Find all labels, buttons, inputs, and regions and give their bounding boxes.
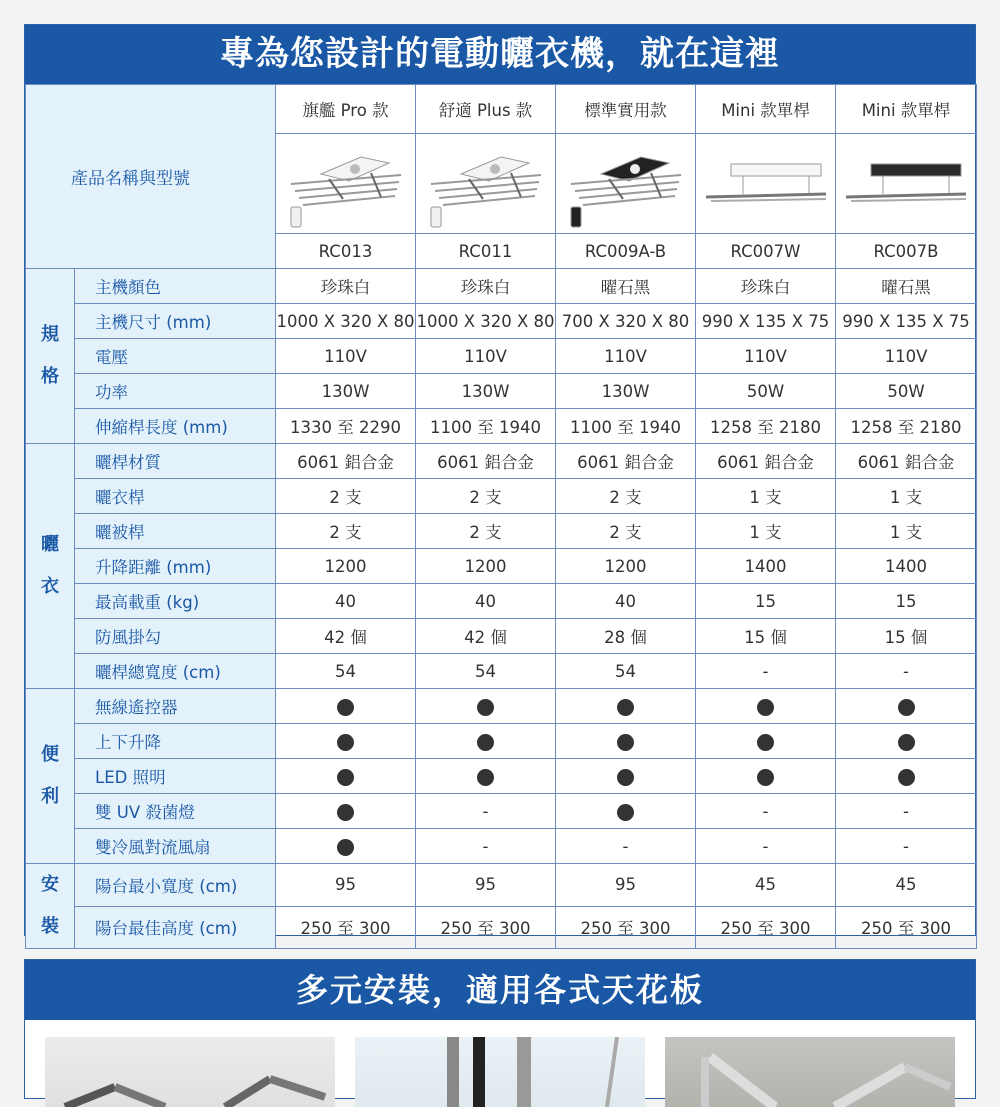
spec-value [696, 689, 836, 724]
spec-value [276, 759, 416, 794]
spec-value [276, 829, 416, 864]
spec-value: 990 X 135 X 75 [696, 304, 836, 339]
spec-label: 陽台最小寬度 (cm) [75, 864, 276, 907]
spec-value [836, 689, 977, 724]
white-dryer-with-remote-image [421, 139, 551, 229]
category-char: 格 [41, 366, 59, 387]
spec-row [26, 759, 977, 794]
category-char: 曬 [41, 534, 59, 555]
spec-row [26, 304, 977, 339]
spec-value: 1330 至 2290 [276, 409, 416, 444]
spec-value: 6061 鋁合金 [836, 444, 977, 479]
spec-value [836, 759, 977, 794]
spec-value [836, 724, 977, 759]
category-label [26, 864, 75, 949]
spec-value: 15 [836, 584, 977, 619]
spec-value: - [696, 829, 836, 864]
spec-value: 15 個 [696, 619, 836, 654]
spec-value [276, 689, 416, 724]
spec-value: 250 至 300 [276, 906, 416, 949]
spec-value: 990 X 135 X 75 [836, 304, 977, 339]
spec-value: 130W [556, 374, 696, 409]
spec-value: 40 [276, 584, 416, 619]
white-single-bar-dryer-image [701, 139, 831, 229]
spec-row [26, 584, 977, 619]
product-name-label: 產品名稱與型號 [26, 85, 276, 269]
spec-row [26, 479, 977, 514]
spec-row [26, 829, 977, 864]
feature-dot-icon [617, 734, 634, 751]
category-char: 規 [41, 324, 59, 345]
spec-value: 110V [276, 339, 416, 374]
spec-value: - [696, 654, 836, 689]
spec-row [26, 409, 977, 444]
ceiling-install-photo-3 [665, 1037, 955, 1107]
spec-row [26, 514, 977, 549]
feature-dot-icon [337, 699, 354, 716]
spec-value: 15 [696, 584, 836, 619]
spec-label: 陽台最佳高度 (cm) [75, 906, 276, 949]
spec-value: 250 至 300 [836, 906, 977, 949]
feature-dot-icon [757, 699, 774, 716]
product-name: Mini 款單桿 [696, 85, 836, 134]
product-name-row [26, 85, 977, 134]
feature-dot-icon [477, 734, 494, 751]
spec-value: 珍珠白 [416, 269, 556, 304]
spec-value: 42 個 [416, 619, 556, 654]
spec-value: - [416, 794, 556, 829]
spec-label: 主機尺寸 (mm) [75, 304, 276, 339]
product-model: RC007B [836, 234, 977, 269]
spec-value: 1 支 [836, 514, 977, 549]
spec-value: - [696, 794, 836, 829]
category-char: 便 [41, 744, 59, 765]
feature-dot-icon [617, 804, 634, 821]
spec-value: 6061 鋁合金 [696, 444, 836, 479]
spec-value: - [836, 794, 977, 829]
spec-value: 1000 X 320 X 80 [416, 304, 556, 339]
feature-dot-icon [337, 734, 354, 751]
spec-value: 250 至 300 [556, 906, 696, 949]
spec-value: 1100 至 1940 [416, 409, 556, 444]
spec-value [416, 724, 556, 759]
spec-value: 40 [416, 584, 556, 619]
category-label [26, 689, 75, 864]
spec-value: 1000 X 320 X 80 [276, 304, 416, 339]
install-title: 多元安裝，適用各式天花板 [25, 960, 975, 1020]
spec-row [26, 444, 977, 479]
spec-value: 50W [696, 374, 836, 409]
product-name: 旗艦 Pro 款 [276, 85, 416, 134]
feature-dot-icon [617, 699, 634, 716]
spec-value: 250 至 300 [416, 906, 556, 949]
feature-dot-icon [757, 734, 774, 751]
spec-value: 2 支 [416, 514, 556, 549]
spec-row [26, 619, 977, 654]
spec-value: 1258 至 2180 [696, 409, 836, 444]
spec-value: 1 支 [696, 514, 836, 549]
spec-value: - [556, 829, 696, 864]
spec-value: 110V [696, 339, 836, 374]
product-model: RC009A-B [556, 234, 696, 269]
feature-dot-icon [337, 804, 354, 821]
feature-dot-icon [898, 699, 915, 716]
spec-value: 1200 [556, 549, 696, 584]
spec-label: 上下升降 [75, 724, 276, 759]
spec-label: 無線遙控器 [75, 689, 276, 724]
spec-value: 1400 [696, 549, 836, 584]
feature-dot-icon [477, 769, 494, 786]
spec-row [26, 549, 977, 584]
spec-label: LED 照明 [75, 759, 276, 794]
spec-value: 95 [276, 864, 416, 907]
spec-value: 110V [836, 339, 977, 374]
feature-dot-icon [337, 839, 354, 856]
spec-value [556, 794, 696, 829]
spec-value: 6061 鋁合金 [276, 444, 416, 479]
spec-value: 2 支 [276, 514, 416, 549]
spec-value: 54 [276, 654, 416, 689]
spec-value: 曜石黑 [556, 269, 696, 304]
spec-value [416, 759, 556, 794]
product-name: 舒適 Plus 款 [416, 85, 556, 134]
spec-label: 雙 UV 殺菌燈 [75, 794, 276, 829]
product-name: Mini 款單桿 [836, 85, 977, 134]
spec-value: 1200 [276, 549, 416, 584]
spec-value: 1 支 [836, 479, 977, 514]
feature-dot-icon [757, 769, 774, 786]
spec-row [26, 689, 977, 724]
spec-label: 曬被桿 [75, 514, 276, 549]
spec-value: 130W [416, 374, 556, 409]
spec-row [26, 339, 977, 374]
spec-value: 1 支 [696, 479, 836, 514]
spec-value: 42 個 [276, 619, 416, 654]
spec-value: 珍珠白 [696, 269, 836, 304]
spec-row [26, 374, 977, 409]
spec-value: 2 支 [556, 514, 696, 549]
spec-value: 1400 [836, 549, 977, 584]
category-label [26, 444, 75, 689]
spec-value: 54 [556, 654, 696, 689]
spec-label: 升降距離 (mm) [75, 549, 276, 584]
spec-value: 40 [556, 584, 696, 619]
spec-value: - [836, 654, 977, 689]
white-dryer-with-remote-image [281, 139, 411, 229]
spec-value: 110V [556, 339, 696, 374]
spec-value: 1258 至 2180 [836, 409, 977, 444]
spec-label: 曬桿材質 [75, 444, 276, 479]
spec-value: 曜石黑 [836, 269, 977, 304]
spec-label: 伸縮桿長度 (mm) [75, 409, 276, 444]
product-name: 標準實用款 [556, 85, 696, 134]
product-model: RC007W [696, 234, 836, 269]
spec-value: 2 支 [276, 479, 416, 514]
category-char: 裝 [41, 916, 59, 937]
feature-dot-icon [617, 769, 634, 786]
spec-value [556, 689, 696, 724]
spec-value: 2 支 [416, 479, 556, 514]
spec-label: 電壓 [75, 339, 276, 374]
spec-value: 250 至 300 [696, 906, 836, 949]
spec-row [26, 864, 977, 907]
spec-value [696, 759, 836, 794]
product-model: RC013 [276, 234, 416, 269]
spec-value [696, 724, 836, 759]
spec-value [416, 689, 556, 724]
spec-value [556, 759, 696, 794]
spec-value [276, 724, 416, 759]
spec-value [556, 724, 696, 759]
spec-row [26, 906, 977, 949]
spec-value: 110V [416, 339, 556, 374]
feature-dot-icon [898, 769, 915, 786]
spec-value: 珍珠白 [276, 269, 416, 304]
spec-value: 1200 [416, 549, 556, 584]
spec-value: 50W [836, 374, 977, 409]
spec-label: 主機顏色 [75, 269, 276, 304]
spec-value: 2 支 [556, 479, 696, 514]
spec-value: - [836, 829, 977, 864]
category-char: 利 [41, 786, 59, 807]
spec-table [25, 84, 977, 949]
spec-card [24, 24, 976, 939]
spec-value: 6061 鋁合金 [416, 444, 556, 479]
install-section [24, 959, 976, 1099]
black-single-bar-dryer-image [841, 139, 971, 229]
feature-dot-icon [337, 769, 354, 786]
spec-value: 15 個 [836, 619, 977, 654]
spec-label: 雙冷風對流風扇 [75, 829, 276, 864]
category-char: 安 [41, 874, 59, 895]
spec-row [26, 654, 977, 689]
spec-value: 45 [696, 864, 836, 907]
spec-label: 功率 [75, 374, 276, 409]
spec-value: 6061 鋁合金 [556, 444, 696, 479]
spec-label: 防風掛勾 [75, 619, 276, 654]
spec-value: 700 X 320 X 80 [556, 304, 696, 339]
black-dryer-with-remote-image [561, 139, 691, 229]
spec-row [26, 724, 977, 759]
ceiling-install-photo-1 [45, 1037, 335, 1107]
spec-value: 28 個 [556, 619, 696, 654]
spec-row [26, 269, 977, 304]
product-model: RC011 [416, 234, 556, 269]
spec-value: 95 [556, 864, 696, 907]
spec-label: 曬衣桿 [75, 479, 276, 514]
spec-value: 95 [416, 864, 556, 907]
spec-value: 54 [416, 654, 556, 689]
feature-dot-icon [898, 734, 915, 751]
category-char: 衣 [41, 576, 59, 597]
page-title: 專為您設計的電動曬衣機，就在這裡 [25, 25, 975, 84]
spec-value: 1100 至 1940 [556, 409, 696, 444]
spec-value: 130W [276, 374, 416, 409]
spec-value: - [416, 829, 556, 864]
category-label [26, 269, 75, 444]
spec-label: 最高載重 (kg) [75, 584, 276, 619]
spec-value: 45 [836, 864, 977, 907]
feature-dot-icon [477, 699, 494, 716]
spec-value [276, 794, 416, 829]
spec-row [26, 794, 977, 829]
spec-label: 曬桿總寬度 (cm) [75, 654, 276, 689]
ceiling-install-photo-2 [355, 1037, 645, 1107]
